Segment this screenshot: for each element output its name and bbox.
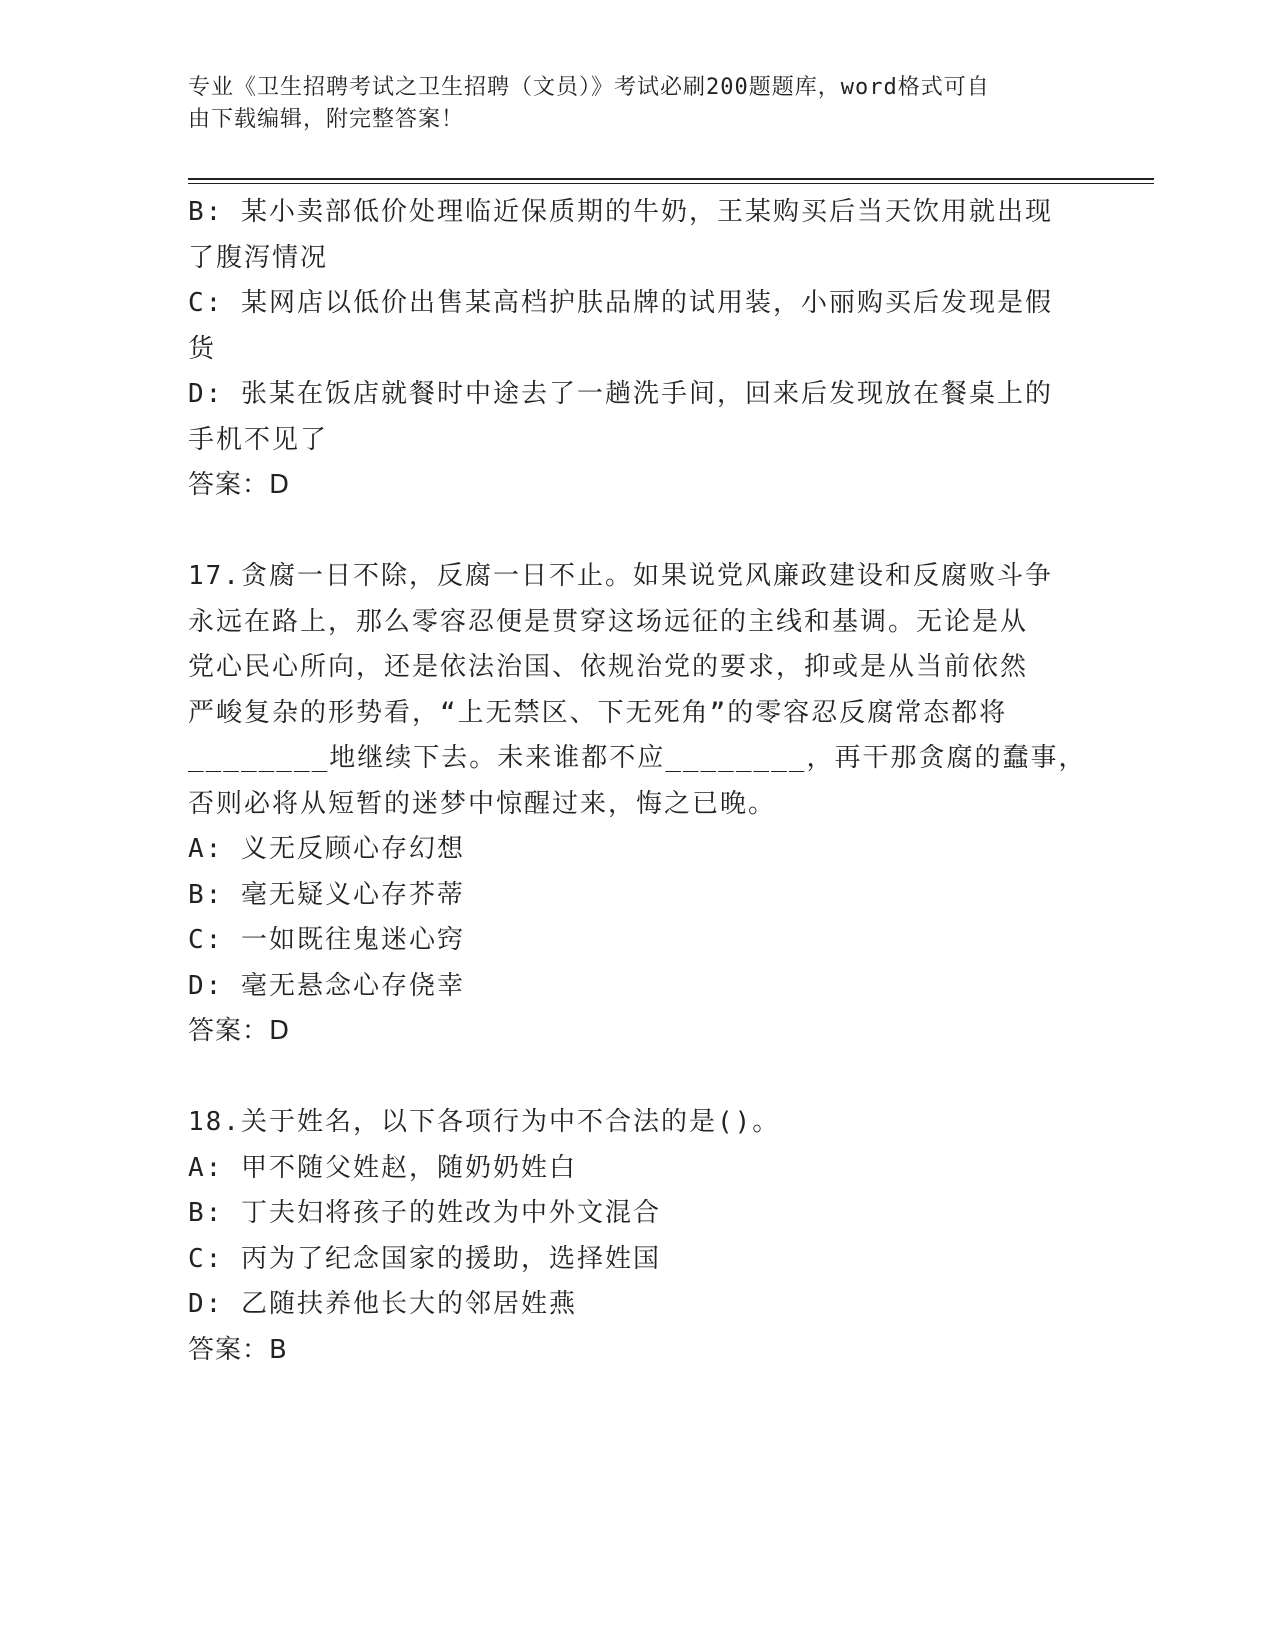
spacer xyxy=(188,1055,1088,1101)
q16-option-b-line-1: B: 某小卖部低价处理临近保质期的牛奶，王某购买后当天饮用就出现 xyxy=(188,197,1053,227)
q17-stem-line-2: 永远在路上，那么零容忍便是贯穿这场远征的主线和基调。无论是从 xyxy=(188,606,1029,637)
q17-stem-line-3: 党心民心所向，还是依法治国、依规治党的要求，抑或是从当前依然 xyxy=(188,652,1029,682)
q17-stem-line-4: 严峻复杂的形势看，“上无禁区、下无死角”的零容忍反腐常态都将 xyxy=(188,697,1008,728)
question-content xyxy=(188,190,1088,1373)
q18-stem-line-1: 18.关于姓名，以下各项行为中不合法的是()。 xyxy=(188,1107,781,1137)
header-line-2: 由下载编辑，附完整答案！ xyxy=(188,107,465,132)
question-18 xyxy=(188,1100,1088,1373)
q16-option-d-line-1: D: 张某在饭店就餐时中途去了一趟洗手间，回来后发现放在餐桌上的 xyxy=(188,379,1053,409)
q18-answer: 答案：B xyxy=(188,1334,288,1365)
header-divider-thin xyxy=(188,183,1154,184)
q16-option-c-line-1: C: 某网店以低价出售某高档护肤品牌的试用装，小丽购买后发现是假 xyxy=(188,288,1053,318)
q16-option-b-line-2: 了腹泻情况 xyxy=(188,242,329,273)
q17-option-b: B: 毫无疑义心存芥蒂 xyxy=(188,879,465,910)
q17-stem-line-5: ________地继续下去。未来谁都不应________，再干那贪腐的蠢事， xyxy=(188,743,1087,773)
q17-stem-line-6: 否则必将从短暂的迷梦中惊醒过来，悔之已晚。 xyxy=(188,788,777,819)
q18-option-d: D: 乙随扶养他长大的邻居姓燕 xyxy=(188,1289,577,1319)
question-16-continued xyxy=(188,190,1088,509)
q17-option-d: D: 毫无悬念心存侥幸 xyxy=(188,970,465,1001)
q17-option-c: C: 一如既往鬼迷心窍 xyxy=(188,925,465,955)
spacer xyxy=(188,509,1088,555)
q16-answer: 答案：D xyxy=(188,470,291,500)
q16-option-d-line-2: 手机不见了 xyxy=(188,424,329,455)
document-header xyxy=(188,72,1068,136)
q17-option-a: A: 义无反顾心存幻想 xyxy=(188,834,465,864)
q18-option-a: A: 甲不随父姓赵，随奶奶姓白 xyxy=(188,1152,577,1183)
question-17 xyxy=(188,554,1088,1055)
q17-stem-line-1: 17.贪腐一日不除，反腐一日不止。如果说党风廉政建设和反腐败斗争 xyxy=(188,561,1053,591)
q18-option-c: C: 丙为了纪念国家的援助，选择姓国 xyxy=(188,1243,661,1274)
q18-option-b: B: 丁夫妇将孩子的姓改为中外文混合 xyxy=(188,1198,661,1228)
header-divider-thick xyxy=(188,178,1154,180)
q17-answer: 答案：D xyxy=(188,1016,291,1046)
q16-option-c-line-2: 货 xyxy=(188,333,217,364)
header-line-1: 专业《卫生招聘考试之卫生招聘（文员）》考试必刷200题题库，word格式可自 xyxy=(188,75,990,100)
